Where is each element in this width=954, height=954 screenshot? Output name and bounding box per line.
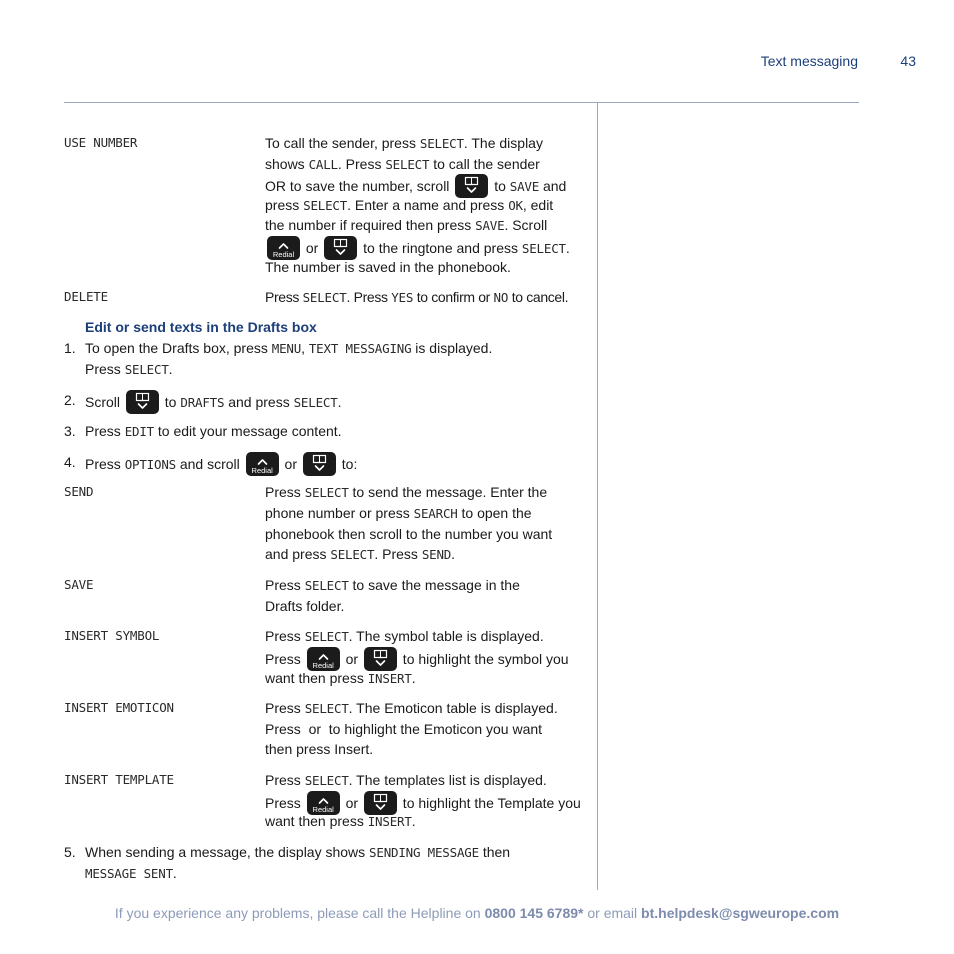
- save-line: Drafts folder.: [265, 598, 345, 614]
- helpline-phone: 0800 145 6789*: [484, 905, 584, 921]
- insert-template-line: want then press INSERT.: [265, 813, 416, 829]
- phonebook-down-key-icon: [303, 452, 336, 476]
- insert-emoticon-line: Press or to highlight the Emoticon you want: [265, 721, 543, 737]
- insert-emoticon-line: then press Insert.: [265, 741, 374, 757]
- delete-line: Press SELECT. Press YES to confirm or NO to cancel.: [265, 289, 569, 305]
- insert-symbol-line: want then press INSERT.: [265, 670, 416, 686]
- step-number: 1.: [64, 340, 76, 356]
- page-number: 43: [900, 53, 916, 69]
- use-number-line: the number if required then press SAVE. Scroll: [265, 217, 548, 233]
- insert-emoticon-line: Press SELECT. The Emoticon table is displayed.: [265, 700, 558, 716]
- insert-symbol-line: Press Redial or to highlight the symbol you: [265, 647, 569, 671]
- option-use-number: USE NUMBER: [64, 135, 138, 150]
- save-line: Press SELECT to save the message in the: [265, 577, 520, 593]
- step-4-line: Press OPTIONS and scroll Redial or to:: [85, 452, 357, 476]
- use-number-line: shows CALL. Press SELECT to call the sender: [265, 155, 540, 172]
- use-number-line: press SELECT. Enter a name and press OK, edit: [265, 196, 554, 213]
- use-number-line: Redial or to the ringtone and press SELECT.: [265, 236, 570, 260]
- phonebook-down-key-icon: [126, 390, 159, 414]
- option-insert-emoticon: INSERT EMOTICON: [64, 700, 174, 715]
- step-5-line: MESSAGE SENT.: [85, 865, 177, 881]
- step-number: 3.: [64, 423, 76, 439]
- option-save: SAVE: [64, 577, 94, 592]
- step-3-line: Press EDIT to edit your message content.: [85, 423, 342, 439]
- insert-symbol-line: Press SELECT. The symbol table is displayed.: [265, 628, 544, 644]
- send-line: phonebook then scroll to the number you want: [265, 526, 553, 542]
- option-send: SEND: [64, 484, 94, 499]
- column-divider: [597, 103, 598, 890]
- insert-template-line: Press SELECT. The templates list is displayed.: [265, 772, 547, 788]
- step-number: 2.: [64, 392, 76, 408]
- step-2-line: Scroll to DRAFTS and press SELECT.: [85, 390, 341, 414]
- step-number: 4.: [64, 454, 76, 470]
- section-heading-drafts: Edit or send texts in the Drafts box: [85, 319, 317, 335]
- send-line: Press SELECT to send the message. Enter the: [265, 484, 548, 500]
- send-line: and press SELECT. Press SEND.: [265, 546, 456, 562]
- option-delete: DELETE: [64, 289, 108, 304]
- step-1-line: Press SELECT.: [85, 361, 173, 377]
- helpdesk-email: bt.helpdesk@sgweurope.com: [641, 905, 840, 921]
- use-number-line: OR to save the number, scroll to SAVE and: [265, 174, 566, 198]
- use-number-line: To call the sender, press SELECT. The display: [265, 135, 543, 151]
- redial-key-label: Redial: [251, 466, 273, 475]
- redial-key-label: Redial: [272, 250, 295, 259]
- redial-key-label: Redial: [312, 805, 334, 814]
- running-header-section: Text messaging: [760, 53, 858, 69]
- use-number-line: The number is saved in the phonebook.: [265, 258, 511, 275]
- header-divider: [64, 102, 859, 103]
- option-insert-template: INSERT TEMPLATE: [64, 772, 174, 787]
- redial-up-key-icon: [246, 452, 279, 476]
- step-number: 5.: [64, 844, 76, 860]
- helpline-footer: If you experience any problems, please call the Helpline on 0800 145 6789* or email bt.helpdesk@sgweurope.com: [114, 905, 840, 921]
- send-line: phone number or press SEARCH to open the: [265, 505, 532, 521]
- step-1-line: To open the Drafts box, press MENU, TEXT MESSAGING is displayed.: [85, 340, 493, 356]
- option-insert-symbol: INSERT SYMBOL: [64, 628, 160, 643]
- step-5-line: When sending a message, the display shows SENDING MESSAGE then: [85, 844, 511, 860]
- redial-key-label: Redial: [312, 661, 334, 670]
- insert-template-line: Press Redial or to highlight the Template you: [265, 791, 581, 815]
